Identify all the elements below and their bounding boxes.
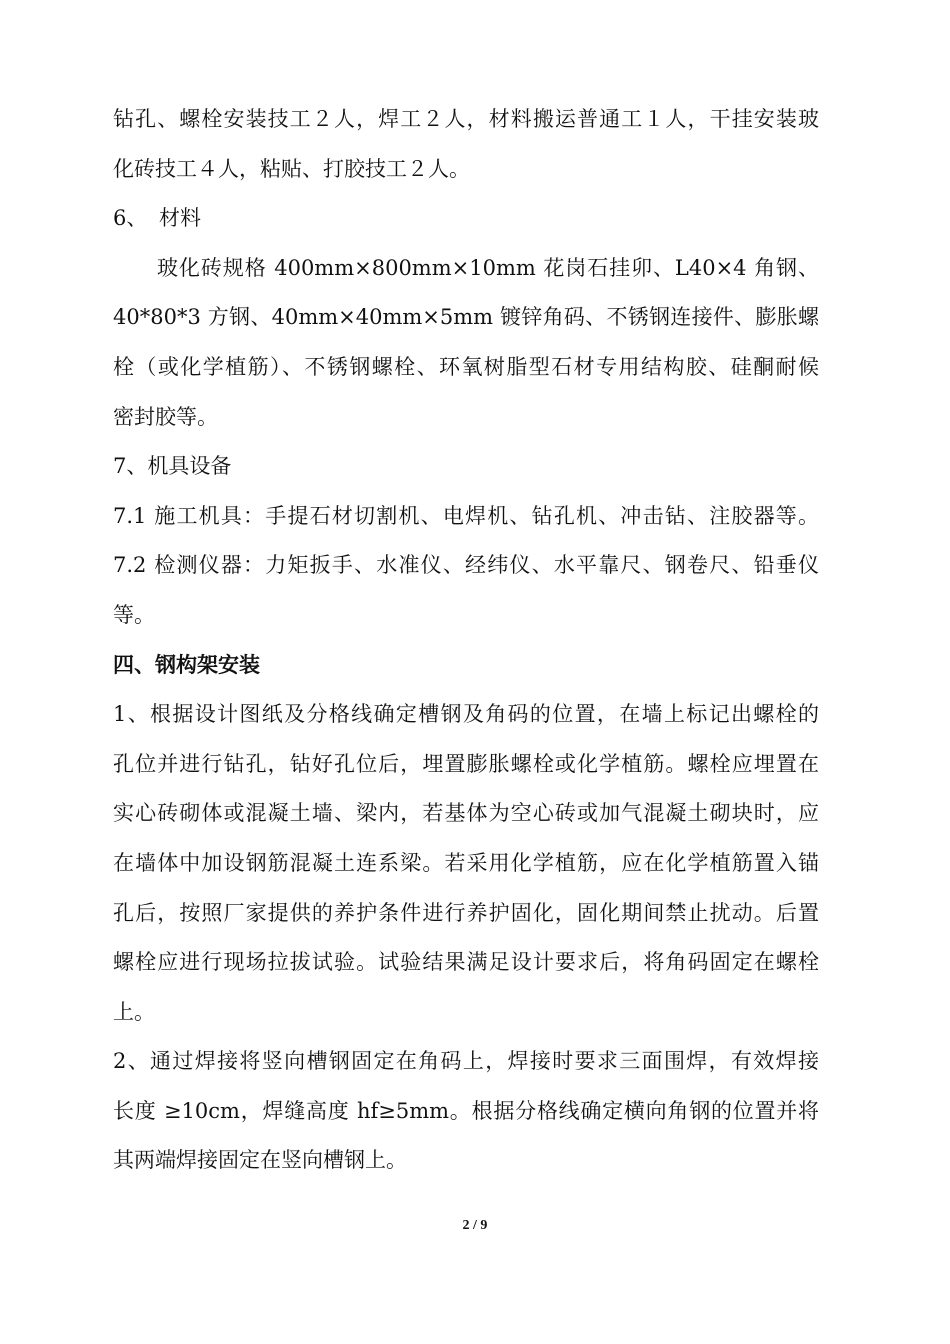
paragraph-line: 化砖技工４人，粘贴、打胶技工２人。 <box>113 156 470 181</box>
paragraph-line: 7.2 检测仪器：力矩扳手、水准仪、经纬仪、水平靠尺、钢卷尺、铅垂仪 <box>113 553 819 578</box>
section-heading-materials <box>113 194 819 244</box>
paragraph-line: 在墙体中加设钢筋混凝土连系梁。若采用化学植筋，应在化学植筋置入锚 <box>113 850 819 875</box>
page-number: 2 / 9 <box>462 1218 488 1233</box>
chapter-heading: 四、钢构架安装 <box>113 652 260 677</box>
paragraph-line: 螺栓应进行现场拉拔试验。试验结果满足设计要求后，将角码固定在螺栓 <box>113 950 819 975</box>
paragraph-line: 栓（或化学植筋）、不锈钢螺栓、环氧树脂型石材专用结构胶、硅酮耐候 <box>113 354 819 379</box>
section-number: 6、 <box>113 206 148 231</box>
section-heading-equipment: 7、机具设备 <box>113 454 232 479</box>
section-title: 材料 <box>159 206 201 231</box>
paragraph-line: 孔位并进行钻孔，钻好孔位后，埋置膨胀螺栓或化学植筋。螺栓应埋置在 <box>113 751 819 776</box>
paragraph-line: 1、根据设计图纸及分格线确定槽钢及角码的位置，在墙上标记出螺栓的 <box>113 702 819 727</box>
paragraph-line: 2、通过焊接将竖向槽钢固定在角码上，焊接时要求三面围焊，有效焊接 <box>113 1049 819 1074</box>
paragraph-line: 密封胶等。 <box>113 404 218 429</box>
paragraph-line: 玻化砖规格 400mm×800mm×10mm 花岗石挂卯、L40×4 角钢、 <box>157 255 819 280</box>
paragraph-line: 长度 ≥10cm，焊缝高度 hf≥5mm。根据分格线确定横向角钢的位置并将 <box>113 1098 819 1123</box>
paragraph-line: 上。 <box>113 999 155 1024</box>
paragraph-line: 7.1 施工机具：手提石材切割机、电焊机、钻孔机、冲击钻、注胶器等。 <box>113 503 819 528</box>
paragraph-line: 其两端焊接固定在竖向槽钢上。 <box>113 1148 407 1173</box>
paragraph-line: 40*80*3 方钢、40mm×40mm×5mm 镀锌角码、不锈钢连接件、膨胀螺 <box>113 305 819 330</box>
paragraph-line: 孔后，按照厂家提供的养护条件进行养护固化，固化期间禁止扰动。后置 <box>113 900 819 925</box>
paragraph-line: 等。 <box>113 602 155 627</box>
paragraph-line: 钻孔、螺栓安装技工２人，焊工２人，材料搬运普通工１人，干挂安装玻 <box>113 107 819 131</box>
paragraph-line: 实心砖砌体或混凝土墙、梁内，若基体为空心砖或加气混凝土砌块时，应 <box>113 801 819 826</box>
document-body <box>113 95 819 1186</box>
